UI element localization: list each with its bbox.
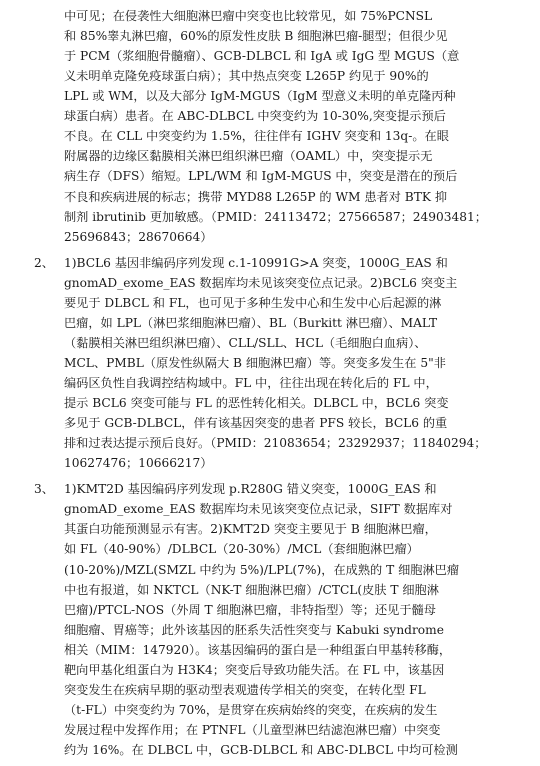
text-line: 细胞瘤、胃癌等；此外该基因的胚系失活性突变与 Kabuki syndrome xyxy=(64,622,444,637)
text-line: 发展过程中发挥作用；在 PTNFL（儿童型淋巴结滤泡淋巴瘤）中突变 xyxy=(64,722,441,737)
list-item-number: 2、 xyxy=(34,255,54,270)
text-line: 突变发生在疾病早期的驱动型表观遗传学相关的突变，在转化型 FL xyxy=(64,682,426,697)
text-line: 义未明单克隆免疫球蛋白病）；其中热点突变 L265P 约见于 90%的 xyxy=(64,69,429,84)
text-line: （t-FL）中突变约为 70%，是贯穿在疾病始终的突变，在疾病的发生 xyxy=(64,702,438,717)
text-line: 要见于 DLBCL 和 FL，也可见于多种生发中心和生发中心后起源的淋 xyxy=(64,295,442,310)
text-line: 约为 16%。在 DLBCL 中，GCB-DLBCL 和 ABC-DLBCL 中均可检测 xyxy=(64,742,458,757)
text-line: 1)BCL6 基因非编码序列发现 c.1-10991G>A 突变，1000G_EAS 和 xyxy=(64,255,448,270)
text-line: 球蛋白病）患者。在 ABC-DLBCL 中突变约为 10-30%,突变提示预后 xyxy=(64,109,446,124)
text-line: 中可见；在侵袭性大细胞淋巴瘤中突变也比较常见，如 75%PCNSL xyxy=(64,9,433,23)
text-line: 和 85%睾丸淋巴瘤，60%的原发性皮肤 B 细胞淋巴瘤-腿型；但很少见 xyxy=(64,29,448,44)
text-line: 于 PCM（浆细胞骨髓瘤）、GCB-DLBCL 和 IgA 或 IgG 型 MGUS（意 xyxy=(64,49,460,64)
text-line: 不良和疾病进展的标志；携带 MYD88 L265P 的 WM 患者对 BTK 抑 xyxy=(64,189,448,204)
text-line: 多见于 GCB-DLBCL，伴有该基因突变的患者 PFS 较长，BCL6 的重 xyxy=(64,416,448,431)
text-line: LPL 或 WM，以及大部分 IgM-MGUS（IgM 型意义未明的单克隆丙种 xyxy=(64,89,456,104)
text-line: 制剂 ibrutinib 更加敏感。（PMID：24113472；27566587；24903481； xyxy=(64,209,487,224)
list-item-number: 3、 xyxy=(34,482,54,497)
text-line: （黏膜相关淋巴组织淋巴瘤）、CLL/SLL、HCL（毛细胞白血病）、 xyxy=(64,335,427,350)
text-line: 巴瘤)/PTCL-NOS（外周 T 细胞淋巴瘤，非特指型）等；还见于髓母 xyxy=(64,602,436,617)
text-line: gnomAD_exome_EAS 数据库均未见该突变位点记录，SIFT 数据库对 xyxy=(64,502,453,517)
text-line: 1)KMT2D 基因编码序列发现 p.R280G 错义突变，1000G_EAS 和 xyxy=(64,482,437,497)
text-line: 巴瘤，如 LPL（淋巴浆细胞淋巴瘤）、BL（Burkitt 淋巴瘤）、MALT xyxy=(64,315,438,330)
text-line: 靶向甲基化组蛋白为 H3K4；突变后导致功能失活。在 FL 中，该基因 xyxy=(64,662,445,677)
text-line: 如 FL（40-90%）/DLBCL（20-30%）/MCL（套细胞淋巴瘤） xyxy=(64,542,419,557)
text-line: 提示 BCL6 突变可能与 FL 的恶性转化相关。DLBCL 中，BCL6 突变 xyxy=(64,396,449,410)
text-line: MCL、PMBL（原发性纵隔大 B 细胞淋巴瘤）等。突变多发生在 5"非 xyxy=(64,355,446,370)
text-line: 编码区负性自我调控结构域中。FL 中，往往出现在转化后的 FL 中， xyxy=(64,376,438,390)
text-line: 25696843；28670664） xyxy=(64,229,213,244)
text-line: gnomAD_exome_EAS 数据库均未见该突变位点记录。2)BCL6 突变主 xyxy=(64,275,458,290)
text-line: 排和过表达提示预后良好。（PMID：21083654；23292937；11840294； xyxy=(64,436,487,451)
text-line: 相关（MIM：147920）。该基因编码的蛋白是一种组蛋白甲基转移酶， xyxy=(64,642,452,657)
text-line: 附属器的边缘区黏膜相关淋巴组织淋巴瘤（OAML）中，突变提示无 xyxy=(64,149,433,164)
text-line: 10627476；10666217） xyxy=(64,456,213,471)
text-line: 不良。在 CLL 中突变约为 1.5%，往往伴有 IGHV 突变和 13q-。在眼 xyxy=(64,129,449,144)
text-line: (10-20%)/MZL(SMZL 中约为 5%)/LPL(7%)，在成熟的 T 细胞淋巴瘤 xyxy=(64,562,460,577)
text-line: 其蛋白功能预测显示有害。2)KMT2D 突变主要见于 B 细胞淋巴瘤， xyxy=(64,522,437,537)
text-line: 病生存（DFS）缩短。LPL/WM 和 IgM-MGUS 中，突变是潜在的预后 xyxy=(64,169,458,184)
text-line: 中也有报道，如 NKTCL（NK-T 细胞淋巴瘤）/CTCL(皮肤 T 细胞淋 xyxy=(64,582,439,597)
